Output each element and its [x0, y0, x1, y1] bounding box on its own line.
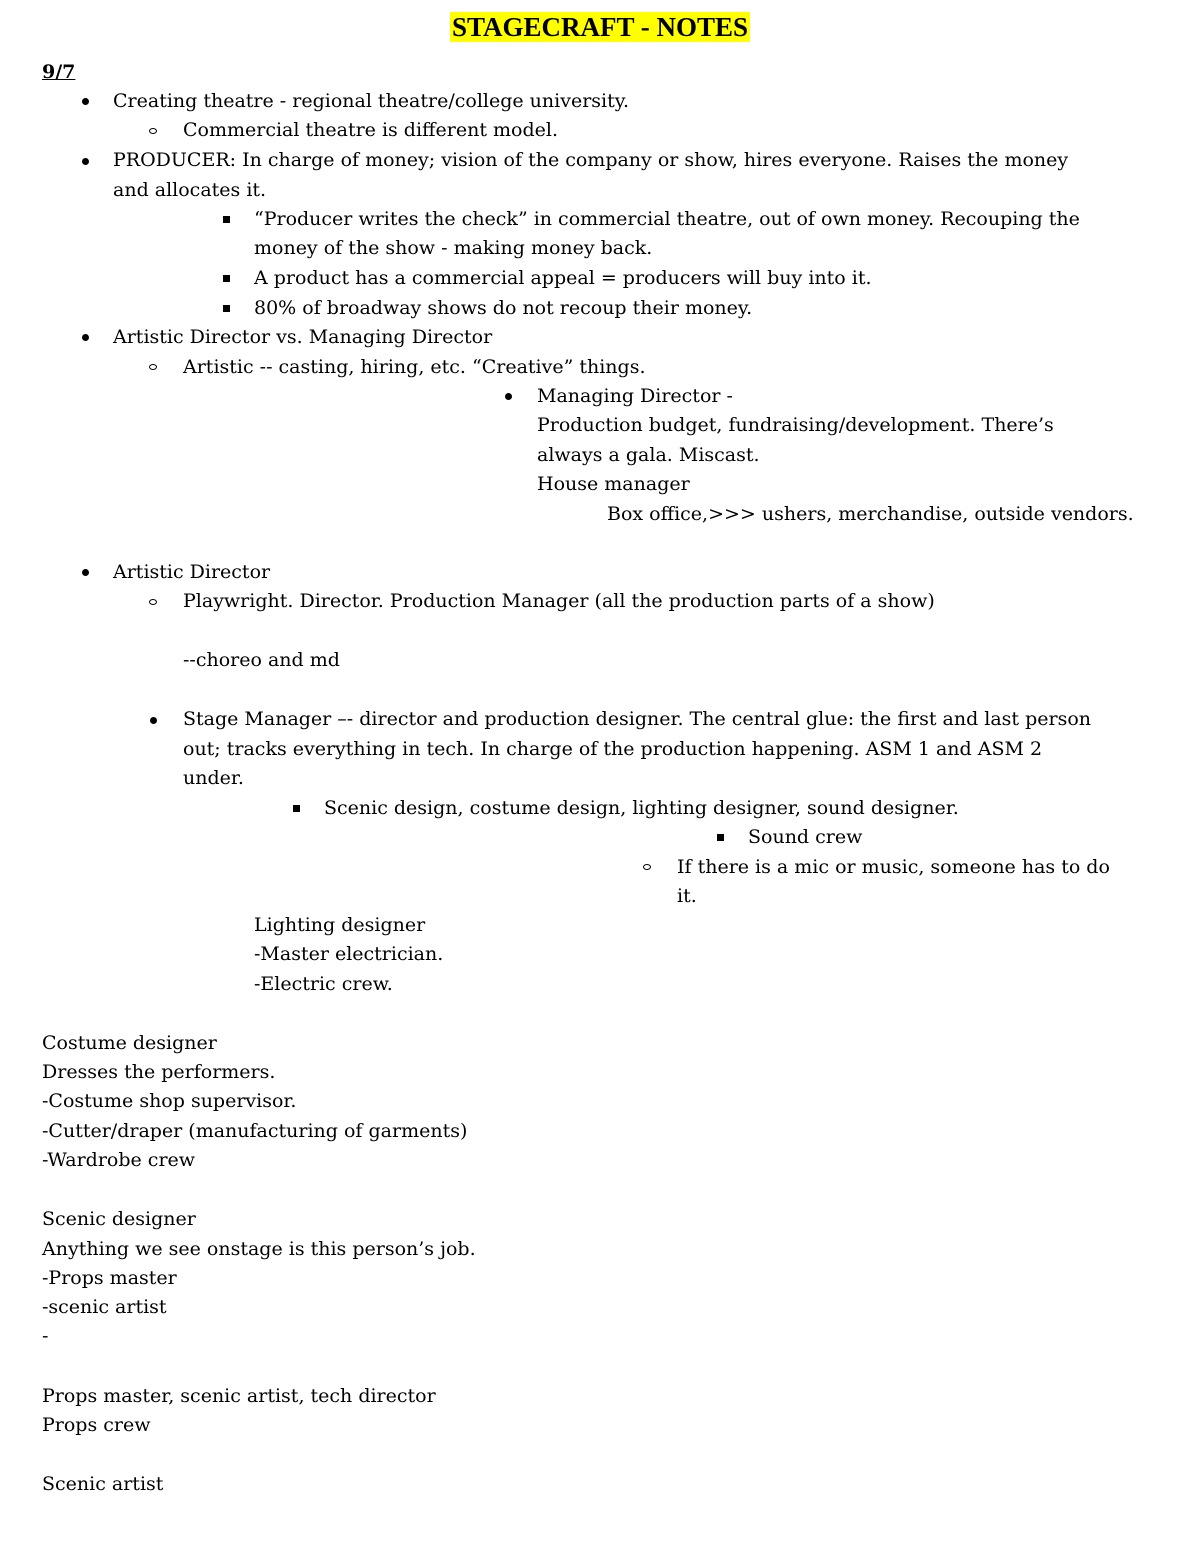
note-line: money of the show - making money back.	[254, 237, 653, 259]
note-line: Lighting designer	[254, 914, 426, 936]
bullet-circle	[149, 128, 157, 134]
note-line: --choreo and md	[183, 649, 340, 671]
note-line: If there is a mic or music, someone has to do	[677, 856, 1110, 878]
note-line: Costume designer	[42, 1032, 217, 1054]
bullet-square	[223, 305, 230, 312]
bullet-circle	[643, 864, 651, 870]
note-line: -Electric crew.	[254, 973, 393, 995]
note-line: -Props master	[42, 1267, 177, 1289]
note-line: Playwright. Director. Production Manager (all the production parts of a show)	[183, 590, 935, 612]
note-line: -Wardrobe crew	[42, 1149, 196, 1171]
bullet-dot	[505, 393, 512, 400]
note-line: Stage Manager –- director and production designer. The central glue: the first and last person	[183, 708, 1092, 730]
bullet-circle	[149, 599, 157, 605]
bullet-square	[223, 216, 230, 223]
note-line: Anything we see onstage is this person’s job.	[42, 1238, 476, 1260]
title-highlight: STAGECRAFT - NOTES	[451, 12, 749, 42]
bullet-square	[223, 275, 230, 282]
bullet-square	[293, 805, 300, 812]
note-line: -Costume shop supervisor.	[42, 1090, 297, 1112]
note-line: Props master, scenic artist, tech director	[42, 1385, 436, 1407]
note-line: it.	[677, 885, 697, 907]
note-line: Scenic artist	[42, 1473, 164, 1495]
bullet-dot	[82, 98, 89, 105]
note-line: Artistic -- casting, hiring, etc. “Creative” things.	[183, 356, 646, 378]
note-line: -Cutter/draper (manufacturing of garments)	[42, 1120, 468, 1142]
note-line: and allocates it.	[113, 179, 267, 201]
note-line: Scenic designer	[42, 1208, 196, 1230]
note-line: “Producer writes the check” in commercial theatre, out of own money. Recouping the	[254, 208, 1080, 230]
note-line: Creating theatre - regional theatre/college university.	[113, 90, 629, 112]
note-line: Production budget, fundraising/development. There’s	[537, 414, 1054, 436]
note-line: -Master electrician.	[254, 943, 444, 965]
note-line: -	[42, 1325, 49, 1347]
note-line: out; tracks everything in tech. In charge of the production happening. ASM 1 and ASM 2	[183, 738, 1043, 760]
bullet-circle	[149, 364, 157, 370]
note-line: -scenic artist	[42, 1296, 167, 1318]
note-line: PRODUCER: In charge of money; vision of the company or show, hires everyone. Raises the money	[113, 149, 1069, 171]
date-heading: 9/7	[42, 61, 76, 83]
note-line: always a gala. Miscast.	[537, 444, 760, 466]
note-line: Box office,>>> ushers, merchandise, outside vendors.	[607, 503, 1134, 525]
note-line: Artistic Director	[113, 561, 271, 583]
bullet-dot	[150, 717, 157, 724]
note-line: Scenic design, costume design, lighting designer, sound designer.	[324, 797, 959, 819]
page-title	[0, 12, 1200, 42]
bullet-dot	[82, 158, 89, 165]
note-line: House manager	[537, 473, 690, 495]
bullet-dot	[82, 334, 89, 341]
note-line: Sound crew	[748, 826, 863, 848]
note-line: Props crew	[42, 1414, 151, 1436]
note-line: under.	[183, 767, 244, 789]
note-line: A product has a commercial appeal = producers will buy into it.	[254, 267, 872, 289]
note-line: Dresses the performers.	[42, 1061, 276, 1083]
bullet-square	[717, 834, 724, 841]
note-line: Artistic Director vs. Managing Director	[113, 326, 493, 348]
note-line: Managing Director -	[537, 385, 733, 407]
bullet-dot	[82, 569, 89, 576]
note-line: Commercial theatre is different model.	[183, 119, 559, 141]
note-line: 80% of broadway shows do not recoup their money.	[254, 297, 753, 319]
